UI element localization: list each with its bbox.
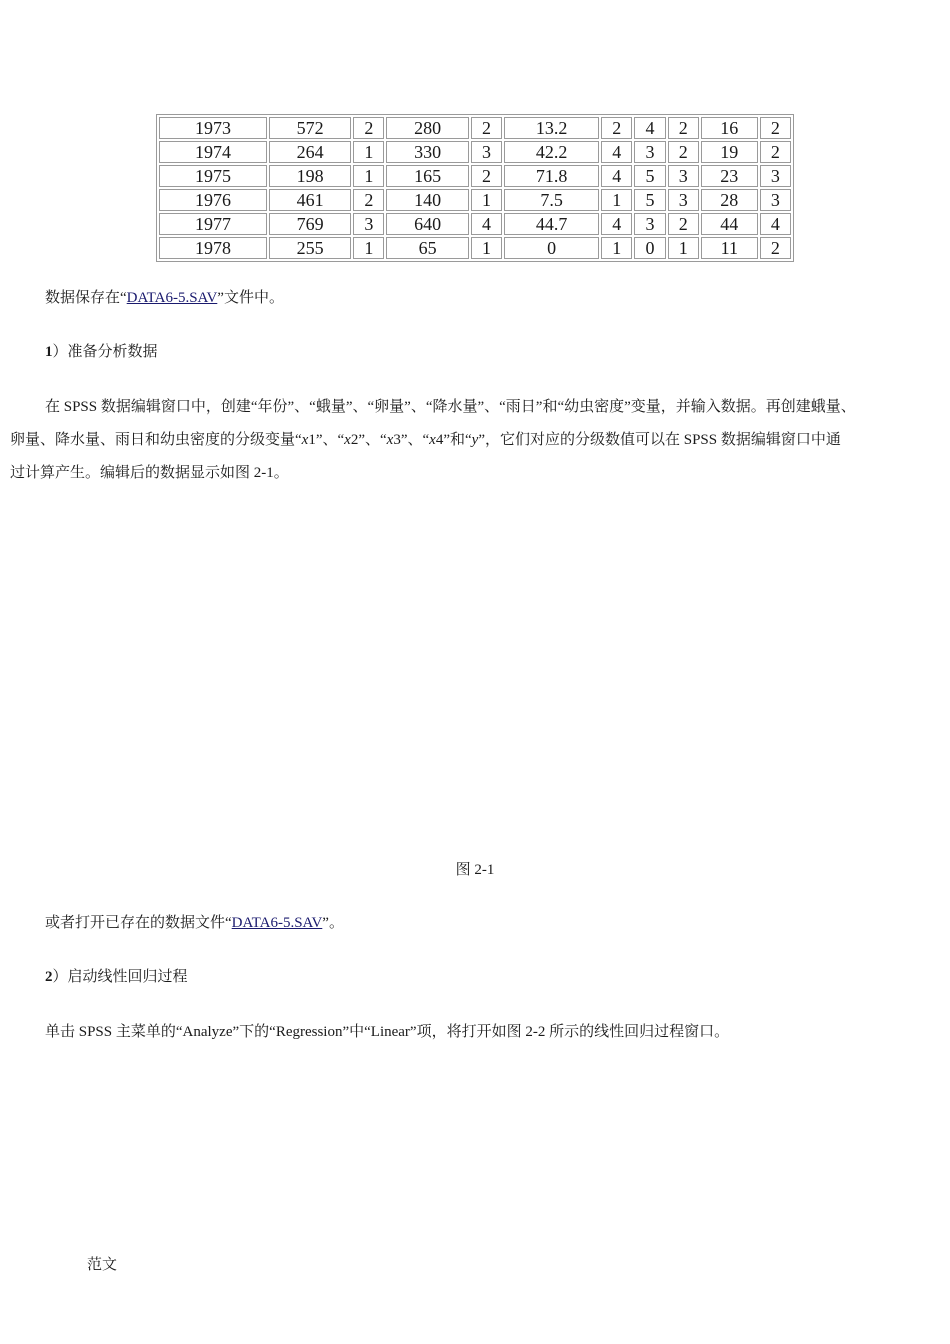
table-cell: 2 xyxy=(760,117,791,139)
text: ”、“ xyxy=(315,432,345,448)
table-cell: 65 xyxy=(386,237,468,259)
table-cell: 44 xyxy=(701,213,758,235)
text: 2 xyxy=(350,432,359,448)
text: 或者打开已存在的数据文件“ xyxy=(45,915,232,931)
data-file-link-2[interactable]: DATA6-5.SAV xyxy=(231,915,323,931)
table-cell: 769 xyxy=(269,213,351,235)
step-number: 1 xyxy=(45,344,53,360)
table-cell: 16 xyxy=(701,117,758,139)
text: 1 xyxy=(308,432,316,448)
table-cell: 461 xyxy=(269,189,351,211)
var-y: y xyxy=(471,432,479,448)
table-cell: 0 xyxy=(634,237,665,259)
text: 3 xyxy=(393,432,401,448)
table-cell: 4 xyxy=(601,141,632,163)
table-cell: 71.8 xyxy=(504,165,599,187)
table-cell: 28 xyxy=(701,189,758,211)
table-cell: 330 xyxy=(386,141,468,163)
table-cell: 165 xyxy=(386,165,468,187)
table-cell: 13.2 xyxy=(504,117,599,139)
table-cell: 3 xyxy=(353,213,384,235)
table-cell: 2 xyxy=(760,237,791,259)
table-cell: 572 xyxy=(269,117,351,139)
table-cell: 140 xyxy=(386,189,468,211)
var-x2: x xyxy=(344,432,351,448)
table-row xyxy=(159,141,791,163)
table-cell: 4 xyxy=(601,165,632,187)
text: ”、“ xyxy=(358,432,387,448)
table-cell: 280 xyxy=(386,117,468,139)
table-cell: 2 xyxy=(668,117,699,139)
table-cell: 2 xyxy=(353,189,384,211)
text: ”，它们对应的分级数值可以在 SPSS 数据编辑窗口中通 xyxy=(478,432,841,448)
var-x4: x xyxy=(429,432,436,448)
table-row xyxy=(159,213,791,235)
table-cell: 5 xyxy=(634,189,665,211)
table-cell: 0 xyxy=(504,237,599,259)
text: ”和“ xyxy=(443,432,472,448)
table-cell: 3 xyxy=(668,165,699,187)
step-number: 2 xyxy=(45,969,53,985)
table-cell: 1976 xyxy=(159,189,267,211)
table-cell: 1973 xyxy=(159,117,267,139)
table-cell: 4 xyxy=(471,213,502,235)
table-cell: 44.7 xyxy=(504,213,599,235)
table-cell: 11 xyxy=(701,237,758,259)
table-cell: 1974 xyxy=(159,141,267,163)
table-row xyxy=(159,117,791,139)
text: 卵量、降水量、雨日和幼虫密度的分级变量“ xyxy=(10,432,302,448)
table-cell: 4 xyxy=(634,117,665,139)
step-1-heading xyxy=(45,336,158,368)
table-cell: 1977 xyxy=(159,213,267,235)
text: 4 xyxy=(435,432,444,448)
table-cell: 1975 xyxy=(159,165,267,187)
paragraph-line-2 xyxy=(10,424,841,456)
var-x3: x xyxy=(386,432,394,448)
paragraph-data-file xyxy=(45,282,284,314)
table-cell: 3 xyxy=(760,165,791,187)
paragraph-line-3: 过计算产生。编辑后的数据显示如图 2-1。 xyxy=(10,465,289,481)
table-cell: 264 xyxy=(269,141,351,163)
text: ”。 xyxy=(322,915,344,931)
table-cell: 3 xyxy=(634,213,665,235)
table-cell: 2 xyxy=(760,141,791,163)
table-cell: 3 xyxy=(760,189,791,211)
table-cell: 1 xyxy=(601,189,632,211)
footer-text: 范文 xyxy=(87,1257,118,1273)
table-cell: 640 xyxy=(386,213,468,235)
step-title: ）准备分析数据 xyxy=(52,344,158,360)
step-title: ）启动线性回归过程 xyxy=(52,969,188,985)
table-cell: 4 xyxy=(601,213,632,235)
table-cell: 1 xyxy=(353,237,384,259)
step-2-heading xyxy=(45,961,188,993)
table-cell: 42.2 xyxy=(504,141,599,163)
table-cell: 2 xyxy=(353,117,384,139)
table-row xyxy=(159,237,791,259)
table-cell: 2 xyxy=(471,117,502,139)
table-cell: 1 xyxy=(471,237,502,259)
table-cell: 3 xyxy=(634,141,665,163)
table-cell: 2 xyxy=(601,117,632,139)
table-cell: 1 xyxy=(471,189,502,211)
table-cell: 1 xyxy=(353,141,384,163)
table-cell: 255 xyxy=(269,237,351,259)
data-table xyxy=(156,114,794,262)
paragraph-regression: 单击 SPSS 主菜单的“Analyze”下的“Regression”中“Linear”项，将打开如图 2-2 所示的线性回归过程窗口。 xyxy=(45,1024,730,1040)
table-cell: 3 xyxy=(668,189,699,211)
paragraph-line-1: 在 SPSS 数据编辑窗口中，创建“年份”、“蛾量”、“卵量”、“降水量”、“雨日”和“幼虫密度”变量，并输入数据。再创建蛾量、 xyxy=(45,399,856,415)
table-cell: 1 xyxy=(601,237,632,259)
table-cell: 7.5 xyxy=(504,189,599,211)
table-cell: 5 xyxy=(634,165,665,187)
table-cell: 3 xyxy=(471,141,502,163)
table-row xyxy=(159,165,791,187)
var-x1: x xyxy=(301,432,309,448)
table-row xyxy=(159,189,791,211)
table-cell: 1 xyxy=(668,237,699,259)
paragraph-open-file xyxy=(45,907,344,939)
text: ”、“ xyxy=(400,432,430,448)
table-cell: 2 xyxy=(668,141,699,163)
text: 数据保存在“ xyxy=(45,290,127,306)
table-cell: 1978 xyxy=(159,237,267,259)
figure-caption: 图 2-1 xyxy=(455,862,495,878)
text: ”文件中。 xyxy=(217,290,284,306)
table-cell: 19 xyxy=(701,141,758,163)
table-cell: 4 xyxy=(760,213,791,235)
table-cell: 23 xyxy=(701,165,758,187)
data-file-link[interactable]: DATA6-5.SAV xyxy=(126,290,218,306)
table-cell: 198 xyxy=(269,165,351,187)
table-cell: 1 xyxy=(353,165,384,187)
table-cell: 2 xyxy=(668,213,699,235)
table-cell: 2 xyxy=(471,165,502,187)
